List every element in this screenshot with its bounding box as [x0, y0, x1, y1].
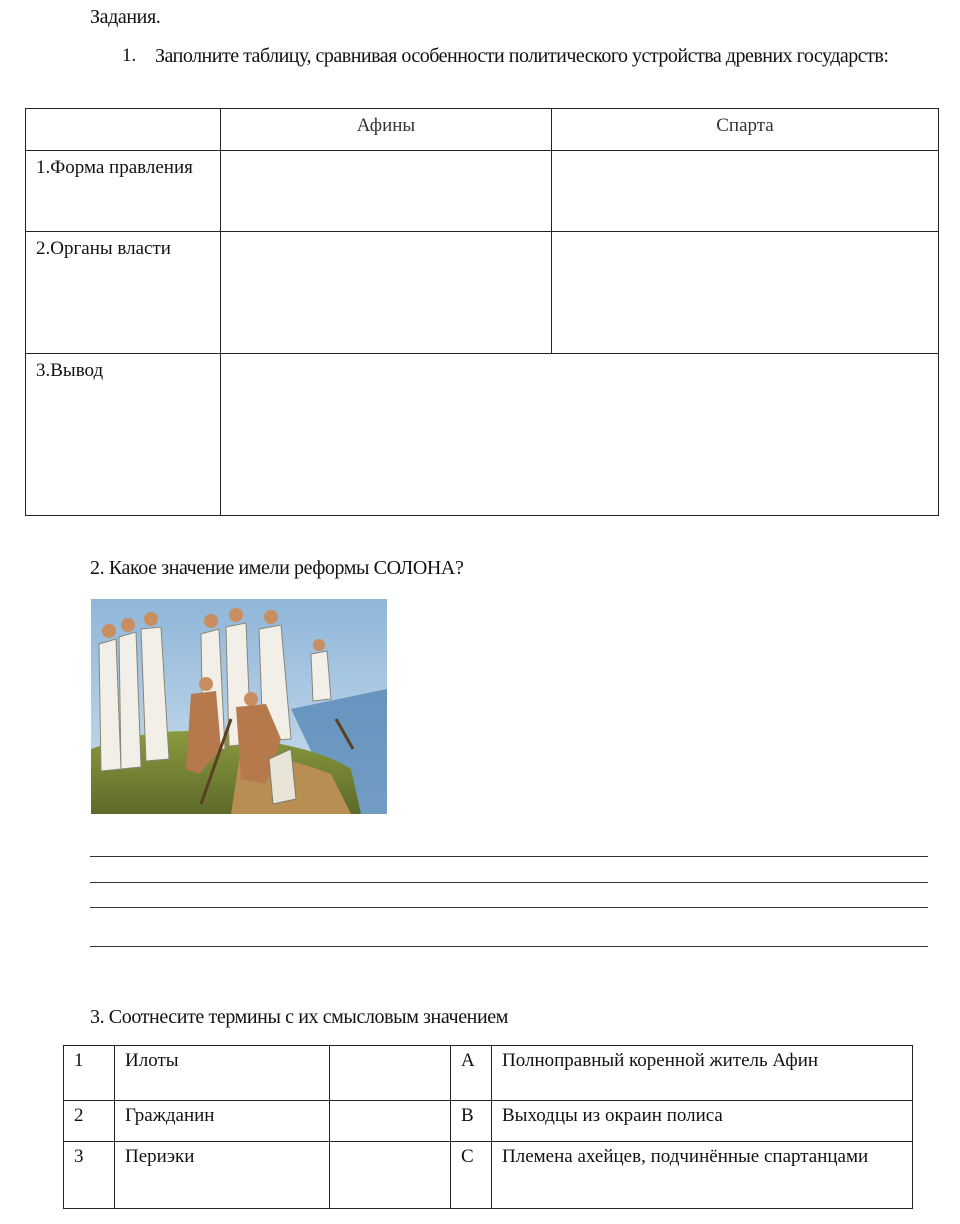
task2-question	[90, 557, 463, 580]
table-header-row	[26, 109, 939, 151]
meaning-letter: C	[451, 1142, 492, 1209]
task3-text: . Соотнесите термины с их смысловым значением	[99, 1006, 509, 1028]
table-row	[64, 1101, 913, 1142]
match-answer-cell[interactable]	[330, 1046, 451, 1101]
task3-instruction	[90, 1006, 508, 1029]
table-row	[26, 232, 939, 354]
header-athens: Афины	[221, 109, 552, 151]
term-number: 3	[64, 1142, 115, 1209]
term-cell: Илоты	[115, 1046, 330, 1101]
answer-cell-athens-organs[interactable]	[221, 232, 552, 354]
task2-number: 2.	[90, 557, 105, 579]
table-row	[64, 1142, 913, 1209]
match-answer-cell[interactable]	[330, 1142, 451, 1209]
table-row	[26, 354, 939, 516]
task1-number: 1.	[122, 45, 137, 66]
term-cell: Периэки	[115, 1142, 330, 1209]
row-label-organs: 2.Органы власти	[26, 232, 221, 354]
table-row	[64, 1046, 913, 1101]
row-label-form: 1.Форма правления	[26, 151, 221, 232]
task3-number: 3	[90, 1006, 100, 1028]
answer-cell-athens-form[interactable]	[221, 151, 552, 232]
task1-instruction: Заполните таблицу, сравнивая особенности политического устройства древних государств:	[155, 45, 889, 67]
table-row	[26, 151, 939, 232]
match-answer-cell[interactable]	[330, 1101, 451, 1142]
comparison-table	[25, 108, 939, 516]
meaning-cell: Полноправный коренной житель Афин	[492, 1046, 913, 1101]
meaning-letter: B	[451, 1101, 492, 1142]
answer-line-3[interactable]	[90, 907, 928, 908]
header-sparta: Спарта	[552, 109, 939, 151]
meaning-cell: Выходцы из окраин полиса	[492, 1101, 913, 1142]
answer-line-2[interactable]	[90, 882, 928, 883]
matching-table	[63, 1045, 913, 1209]
empty-corner-cell	[26, 109, 221, 151]
term-cell: Гражданин	[115, 1101, 330, 1142]
answer-cell-conclusion[interactable]	[221, 354, 939, 516]
task2-text: Какое значение имели реформы СОЛОНА?	[108, 557, 464, 579]
term-number: 2	[64, 1101, 115, 1142]
answer-line-1[interactable]	[90, 856, 928, 857]
row-label-conclusion: 3.Вывод	[26, 354, 221, 516]
answer-cell-sparta-form[interactable]	[552, 151, 939, 232]
solon-reform-illustration	[91, 599, 387, 814]
answer-cell-sparta-organs[interactable]	[552, 232, 939, 354]
page-heading: Задания.	[90, 6, 161, 28]
term-number: 1	[64, 1046, 115, 1101]
answer-line-4[interactable]	[90, 946, 928, 947]
meaning-letter: A	[451, 1046, 492, 1101]
meaning-cell: Племена ахейцев, подчинённые спартанцами	[492, 1142, 913, 1209]
